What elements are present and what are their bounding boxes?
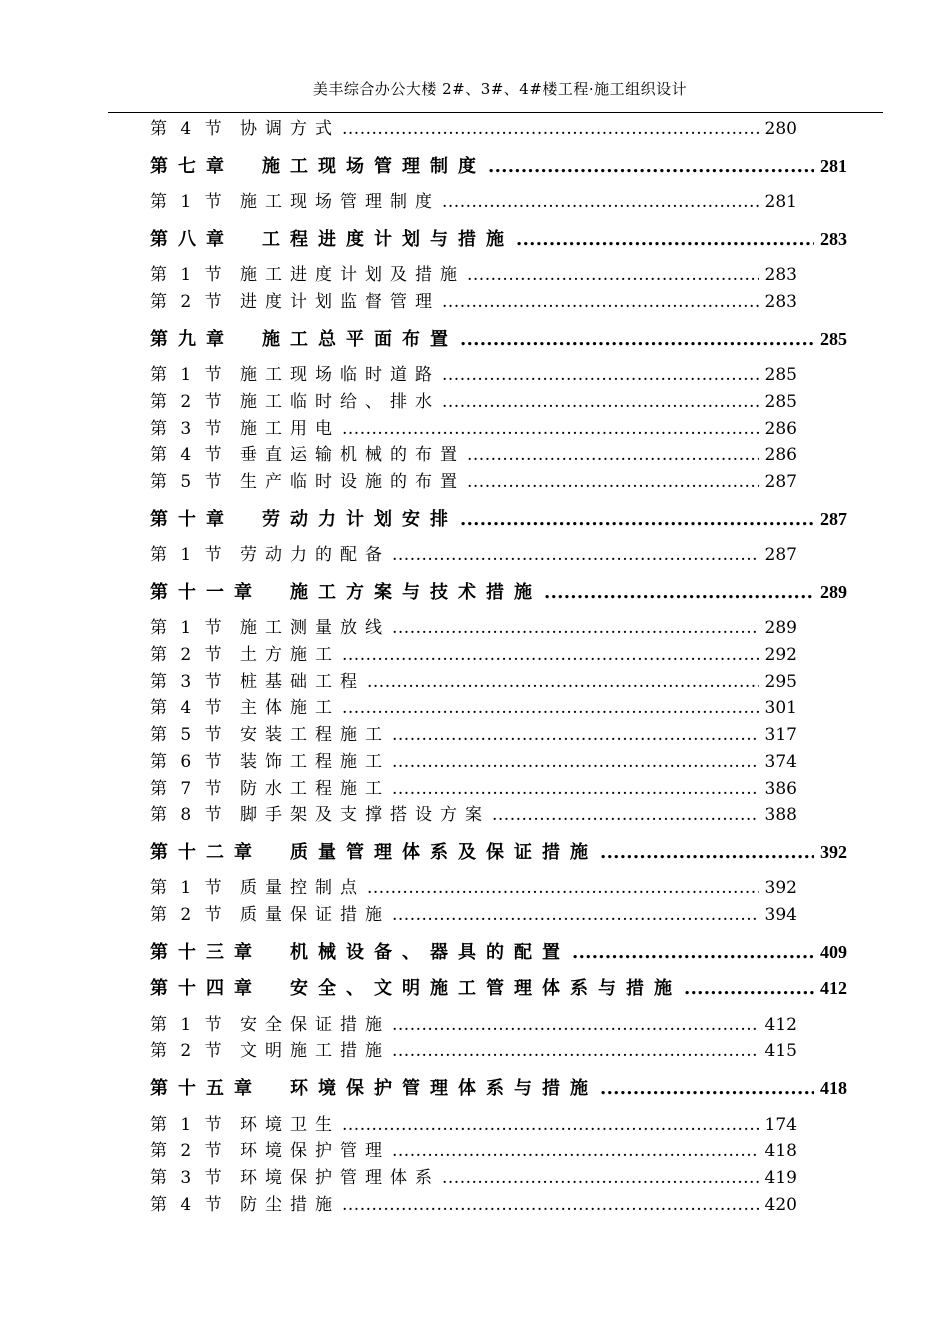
table-of-contents [150, 116, 850, 1218]
dot-leader [342, 416, 759, 443]
toc-section-entry[interactable] [150, 722, 797, 749]
dot-leader [342, 695, 759, 722]
toc-page-number: 386 [764, 778, 797, 799]
toc-section-title: 质量保证措施 [240, 905, 390, 926]
toc-chapter-title: 第十五章 环境保护管理体系与措施 [150, 1078, 598, 1100]
toc-section-number: 第 6 节 [150, 751, 226, 772]
toc-section-title: 劳动力的配备 [240, 545, 390, 566]
toc-section-entry[interactable] [150, 1192, 797, 1219]
toc-section-number: 第 4 节 [150, 445, 226, 466]
toc-section-number: 第 2 节 [150, 905, 226, 926]
toc-section-entry[interactable] [150, 615, 797, 642]
dot-leader [600, 835, 814, 872]
toc-section-entry[interactable] [150, 695, 797, 722]
toc-section-title: 防水工程施工 [240, 778, 390, 799]
toc-page-number: 283 [820, 228, 847, 249]
toc-section-number: 第 1 节 [150, 265, 226, 286]
toc-page-number: 412 [764, 1014, 797, 1035]
dot-leader [392, 1012, 759, 1039]
toc-page-number: 301 [764, 698, 797, 719]
toc-section-number: 第 1 节 [150, 1114, 226, 1135]
toc-section-entry[interactable] [150, 776, 797, 803]
dot-leader [467, 442, 759, 469]
toc-section-entry[interactable] [150, 362, 797, 389]
toc-section-title: 环境保护管理体系 [240, 1168, 440, 1188]
toc-section-title: 进度计划监督管理 [240, 292, 440, 313]
toc-section-number: 第 4 节 [150, 119, 226, 139]
toc-page-number: 281 [764, 192, 797, 213]
toc-section-number: 第 1 节 [150, 618, 226, 639]
toc-chapter-title: 第十四章 安全、文明施工管理体系与措施 [150, 978, 682, 1000]
toc-section-title: 装饰工程施工 [240, 751, 390, 772]
dot-leader [392, 542, 759, 569]
toc-section-entry[interactable] [150, 289, 797, 316]
toc-section-title: 施工现场管理制度 [240, 192, 440, 213]
dot-leader [488, 149, 814, 186]
toc-section-entry[interactable] [150, 669, 797, 696]
toc-chapter-title: 第九章 施工总平面布置 [150, 328, 458, 350]
toc-chapter-entry[interactable] [150, 148, 847, 185]
toc-page-number: 295 [764, 671, 797, 692]
dot-leader [460, 502, 814, 539]
toc-page-number: 285 [764, 365, 797, 386]
dot-leader [684, 971, 814, 1008]
toc-page-number: 289 [820, 581, 847, 602]
toc-section-number: 第 4 节 [150, 1194, 226, 1215]
toc-section-title: 施工进度计划及措施 [240, 265, 465, 286]
toc-section-entry[interactable] [150, 416, 797, 443]
toc-chapter-title: 第十三章 机械设备、器具的配置 [150, 941, 570, 963]
toc-page-number: 392 [820, 841, 847, 862]
dot-leader [392, 1038, 759, 1065]
toc-section-entry[interactable] [150, 442, 797, 469]
header-rule [108, 112, 883, 113]
toc-page-number: 388 [764, 805, 797, 826]
toc-section-number: 第 2 节 [150, 1041, 226, 1062]
dot-leader [367, 669, 759, 696]
toc-section-number: 第 3 节 [150, 1168, 226, 1188]
toc-section-entry[interactable] [150, 116, 797, 143]
dot-leader [460, 322, 814, 359]
toc-section-entry[interactable] [150, 802, 797, 829]
toc-section-number: 第 2 节 [150, 1141, 226, 1162]
toc-section-number: 第 2 节 [150, 292, 226, 313]
toc-section-title: 桩基础工程 [240, 671, 365, 692]
dot-leader [442, 362, 759, 389]
toc-page-number: 281 [820, 155, 847, 176]
dot-leader [392, 776, 759, 803]
toc-section-entry[interactable] [150, 389, 797, 416]
toc-section-entry[interactable] [150, 1138, 797, 1165]
toc-section-entry[interactable] [150, 1112, 797, 1139]
toc-page-number: 412 [820, 978, 847, 999]
dot-leader [392, 615, 759, 642]
toc-chapter-title: 第十一章 施工方案与技术措施 [150, 581, 542, 603]
toc-section-number: 第 1 节 [150, 1014, 226, 1035]
toc-section-entry[interactable] [150, 902, 797, 929]
toc-section-title: 垂直运输机械的布置 [240, 445, 465, 466]
toc-chapter-title: 第八章 工程进度计划与措施 [150, 228, 514, 250]
toc-section-title: 脚手架及支撑搭设方案 [240, 805, 490, 826]
toc-section-title: 施工临时给、排水 [240, 391, 440, 412]
toc-page-number: 394 [764, 905, 797, 926]
toc-page-number: 292 [764, 645, 797, 666]
toc-page-number: 287 [764, 472, 797, 492]
toc-page-number: 418 [820, 1078, 847, 1099]
dot-leader [392, 1138, 759, 1165]
toc-page-number: 418 [764, 1141, 797, 1162]
toc-section-entry[interactable] [150, 642, 797, 669]
toc-section-number: 第 2 节 [150, 391, 226, 412]
toc-chapter-entry[interactable] [150, 574, 847, 611]
toc-section-number: 第 1 节 [150, 192, 226, 213]
dot-leader [342, 1112, 759, 1139]
dot-leader [367, 875, 759, 902]
toc-section-title: 施工现场临时道路 [240, 365, 440, 386]
toc-chapter-entry[interactable] [150, 321, 847, 358]
dot-leader [442, 289, 759, 316]
toc-page-number: 283 [764, 292, 797, 313]
toc-section-title: 环境保护管理 [240, 1141, 390, 1162]
toc-page-number: 286 [764, 418, 797, 439]
toc-section-title: 施工用电 [240, 418, 340, 439]
toc-page-number: 286 [764, 445, 797, 466]
toc-section-number: 第 7 节 [150, 778, 226, 799]
toc-chapter-entry[interactable] [150, 221, 847, 258]
toc-section-title: 安全保证措施 [240, 1014, 390, 1035]
toc-section-entry[interactable] [150, 875, 797, 902]
toc-page-number: 415 [764, 1041, 797, 1062]
toc-section-title: 质量控制点 [240, 878, 365, 899]
toc-section-title: 主体施工 [240, 698, 340, 719]
toc-page-number: 392 [764, 878, 797, 899]
toc-page-number: 287 [764, 545, 797, 566]
toc-section-number: 第 3 节 [150, 671, 226, 692]
dot-leader [392, 749, 759, 776]
toc-section-entry[interactable] [150, 1038, 797, 1065]
toc-section-entry[interactable] [150, 189, 797, 216]
dot-leader [392, 722, 759, 749]
dot-leader [342, 116, 759, 143]
toc-page-number: 420 [764, 1194, 797, 1215]
dot-leader [442, 389, 759, 416]
toc-page-number: 280 [764, 119, 797, 139]
dot-leader [342, 1192, 759, 1219]
toc-page-number: 289 [764, 618, 797, 639]
toc-chapter-title: 第十二章 质量管理体系及保证措施 [150, 841, 598, 863]
toc-section-entry[interactable] [150, 749, 797, 776]
toc-chapter-entry[interactable] [150, 970, 847, 1007]
toc-section-entry[interactable] [150, 542, 797, 569]
toc-section-entry[interactable] [150, 1012, 797, 1039]
toc-section-title: 施工测量放线 [240, 618, 390, 639]
toc-chapter-entry[interactable] [150, 501, 847, 538]
toc-section-title: 协调方式 [240, 119, 340, 139]
toc-section-title: 土方施工 [240, 645, 340, 666]
toc-page-number: 374 [764, 751, 797, 772]
toc-chapter-entry[interactable] [150, 1070, 847, 1107]
toc-section-entry[interactable] [150, 469, 797, 496]
toc-page-number: 285 [764, 391, 797, 412]
toc-section-number: 第 1 节 [150, 365, 226, 386]
toc-section-number: 第 5 节 [150, 725, 226, 746]
toc-section-number: 第 4 节 [150, 698, 226, 719]
dot-leader [516, 222, 814, 259]
toc-section-title: 安装工程施工 [240, 725, 390, 746]
toc-chapter-entry[interactable] [150, 934, 847, 971]
dot-leader [392, 902, 759, 929]
dot-leader [544, 575, 814, 612]
toc-section-title: 环境卫生 [240, 1114, 340, 1135]
toc-section-entry[interactable] [150, 262, 797, 289]
toc-section-number: 第 1 节 [150, 878, 226, 899]
toc-page-number: 409 [820, 941, 847, 962]
toc-chapter-title: 第十章 劳动力计划安排 [150, 508, 458, 530]
toc-page-number: 174 [764, 1114, 797, 1135]
page-header: 美丰综合办公大楼 2#、3#、4#楼工程·施工组织设计 [312, 80, 688, 98]
dot-leader [442, 1165, 759, 1192]
dot-leader [342, 642, 759, 669]
toc-page-number: 287 [820, 508, 847, 529]
toc-section-number: 第 3 节 [150, 418, 226, 439]
dot-leader [492, 802, 759, 829]
dot-leader [467, 262, 759, 289]
toc-section-title: 生产临时设施的布置 [240, 472, 465, 492]
toc-page-number: 419 [764, 1168, 797, 1188]
toc-section-number: 第 8 节 [150, 805, 226, 826]
toc-section-number: 第 5 节 [150, 472, 226, 492]
toc-section-number: 第 2 节 [150, 645, 226, 666]
dot-leader [572, 935, 814, 972]
dot-leader [600, 1071, 814, 1108]
toc-page-number: 317 [764, 725, 797, 746]
toc-chapter-entry[interactable] [150, 834, 847, 871]
toc-page-number: 285 [820, 328, 847, 349]
toc-section-entry[interactable] [150, 1165, 797, 1192]
dot-leader [467, 469, 759, 496]
toc-section-title: 防尘措施 [240, 1194, 340, 1215]
toc-page-number: 283 [764, 265, 797, 286]
toc-section-number: 第 1 节 [150, 545, 226, 566]
toc-section-title: 文明施工措施 [240, 1041, 390, 1062]
dot-leader [442, 189, 759, 216]
toc-chapter-title: 第七章 施工现场管理制度 [150, 155, 486, 177]
